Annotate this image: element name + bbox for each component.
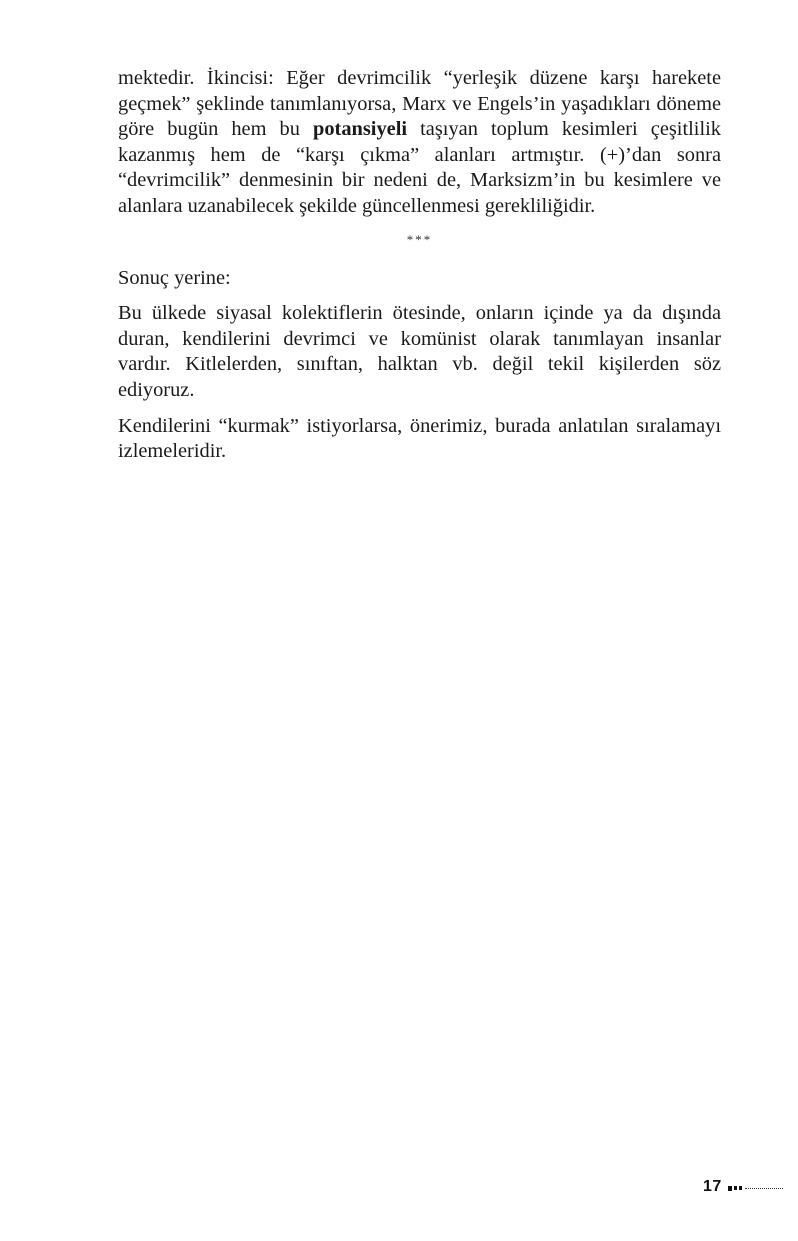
- section-heading: Sonuç yerine:: [118, 266, 231, 289]
- section-separator: ***: [406, 231, 433, 247]
- page-body: [118, 66, 721, 475]
- paragraph-conclusion-2: Kendilerini “kurmak” istiyorlarsa, önerimiz, burada anlatılan sıralamayı izlemeleridir.: [118, 414, 721, 463]
- paragraph-text: taşıyan toplum kesimleri çeşitlilik kazanmış hem de “karşı çıkma” alanları artmıştır. (+)’dan sonra “devrimcilik” denmesinin bir nedeni de, Marksizm’in bu kesimlere ve alanlara uzanabilecek şekilde güncellenmesi gerekliliğidir.: [118, 118, 721, 217]
- page-marker-decoration-icon: [728, 1186, 783, 1191]
- paragraph-continuation: [118, 66, 721, 220]
- marker-square: [728, 1186, 732, 1191]
- marker-square: [739, 1186, 742, 1190]
- paragraph-text: mektedir. İkincisi: Eğer devrimcilik “yerleşik düzene karşı harekete geçmek” şeklinde tanımlanıyorsa, Marx ve Engels’in yaşadıkları döneme göre bugün hem bu: [118, 67, 721, 141]
- page-number: 17: [703, 1178, 722, 1195]
- page-footer: [703, 1178, 783, 1196]
- marker-square: [734, 1186, 737, 1190]
- marker-dotted-line: [745, 1188, 783, 1189]
- bold-term: potansiyeli: [313, 118, 408, 141]
- paragraph-conclusion-1: Bu ülkede siyasal kolektiflerin ötesinde, onların içinde ya da dışında duran, kendilerini devrimci ve komünist olarak tanımlayan insanlar vardır. Kitlelerden, sınıftan, halktan vb. değil tekil kişilerden söz ediyoruz.: [118, 302, 721, 401]
